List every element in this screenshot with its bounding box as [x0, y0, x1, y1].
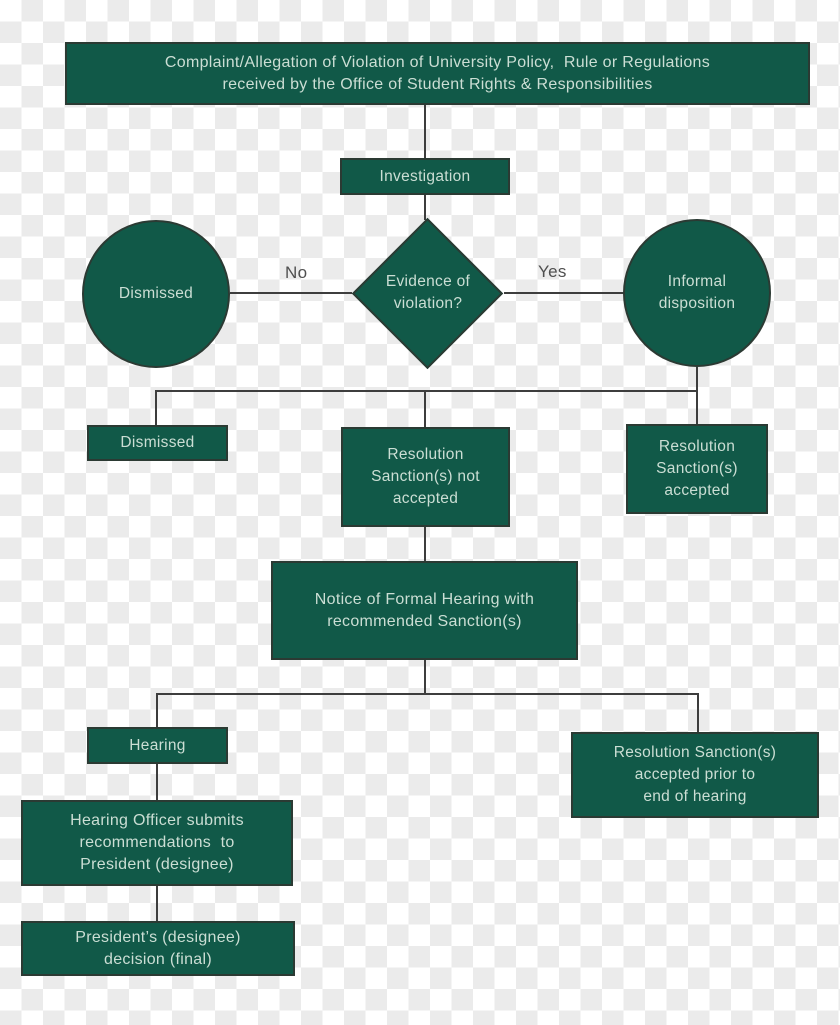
president-decision-line2: decision (final) [104, 950, 212, 968]
connector-hearing-horizontal [156, 693, 699, 695]
evidence-decision-line1: Evidence of [385, 273, 471, 290]
president-decision-line1: President’s (designee) [75, 928, 241, 946]
resolution-accepted-box [626, 424, 768, 514]
connector-hearing-officer [156, 764, 158, 800]
hearing-box [87, 727, 228, 764]
dismissed-circle [82, 220, 230, 368]
resolution-accepted-line2: Sanction(s) [656, 460, 738, 477]
resolution-not-accepted-line1: Resolution [387, 446, 464, 463]
resolution-not-accepted-box [341, 427, 510, 527]
investigation-box-label: Investigation [379, 167, 471, 185]
resolution-accepted-line1: Resolution [658, 438, 736, 455]
connector-notice-down [424, 660, 426, 694]
hearing-officer-box [21, 800, 293, 886]
evidence-decision-line2: violation? [393, 295, 463, 312]
dismissed-box [87, 425, 228, 461]
connector-drop-not-accepted [424, 390, 426, 427]
connector-notaccepted-notice [424, 527, 426, 561]
investigation-box [340, 158, 510, 195]
connector-drop-dismissed [155, 390, 157, 425]
informal-disposition-line1: Informal [667, 273, 727, 290]
connector-drop-hearing [156, 693, 158, 727]
edge-label-yes: Yes [538, 262, 567, 281]
edge-label-no: No [285, 263, 308, 282]
connector-complaint-investigation [424, 105, 426, 158]
connector-yes-edge [504, 292, 624, 294]
connector-informal-down [696, 367, 698, 424]
notice-formal-hearing-line1: Notice of Formal Hearing with [314, 590, 535, 608]
resolution-not-accepted-line3: accepted [392, 490, 459, 507]
hearing-box-label: Hearing [129, 736, 186, 754]
connector-investigation-evidence [424, 194, 426, 220]
dismissed-box-label: Dismissed [120, 434, 195, 451]
evidence-decision-label [352, 270, 504, 316]
complaint-box-line2: received by the Office of Student Rights & Responsibilities [222, 75, 653, 93]
resolution-accepted-prior-line3: end of hearing [643, 788, 747, 805]
connector-outcomes-horizontal [155, 390, 698, 392]
hearing-officer-line3: President (designee) [80, 856, 234, 873]
informal-disposition-circle [623, 219, 771, 367]
notice-formal-hearing-box [271, 561, 578, 660]
informal-disposition-line2: disposition [658, 295, 736, 312]
president-decision-box [21, 921, 295, 976]
resolution-accepted-prior-line1: Resolution Sanction(s) [613, 744, 777, 761]
hearing-officer-line2: recommendations to [79, 834, 235, 851]
resolution-accepted-prior-line2: accepted prior to [634, 766, 756, 783]
resolution-accepted-prior-box [571, 732, 819, 818]
resolution-not-accepted-line2: Sanction(s) not [371, 468, 480, 485]
connector-officer-president [156, 886, 158, 921]
hearing-officer-line1: Hearing Officer submits [70, 812, 244, 829]
resolution-accepted-line3: accepted [664, 482, 730, 499]
complaint-box [65, 42, 810, 105]
notice-formal-hearing-line2: recommended Sanction(s) [327, 612, 522, 630]
dismissed-circle-label: Dismissed [118, 285, 194, 302]
complaint-box-line1: Complaint/Allegation of Violation of University Policy, Rule or Regulations [164, 53, 711, 71]
connector-drop-prior [697, 693, 699, 732]
connector-no-edge [230, 292, 352, 294]
